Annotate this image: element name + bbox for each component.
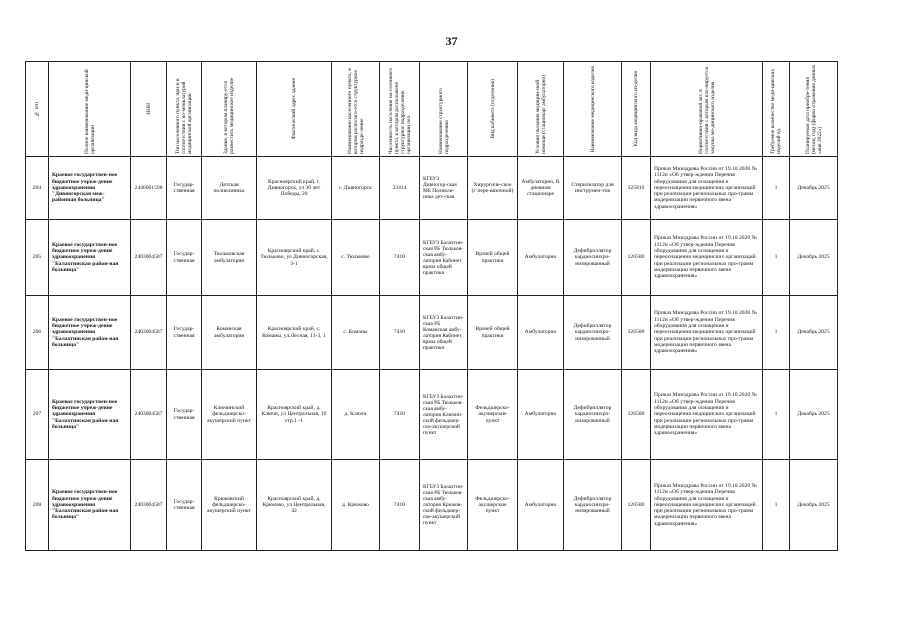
cell-unit: КГБУЗ Балахтин-ская РБ Команская амбу-латория Кабинет врача общей практики — [420, 296, 468, 370]
cell-cabinet: Фельдшерско-акушерские пункт — [468, 370, 518, 460]
cell-qty: 1 — [763, 220, 790, 296]
cell-inn: 2403004587 — [131, 220, 167, 296]
cell-inn: 2403004587 — [131, 296, 167, 370]
cell-unit: КГБУЗ Балахтин-ская РБ Тюльков-ская амбу-латория Ключин-ский фельдшер-ско-акушерский пункт — [420, 370, 468, 460]
table-row — [26, 296, 838, 370]
cell-conditions: Амбулаторно — [518, 296, 564, 370]
table-row — [26, 370, 838, 460]
col-header-code: Код вида медицинского из-делия — [622, 62, 651, 157]
cell-org: Краевое государствен-ное бюджетное учреж-дение здравоохранения "Балахтинская район-ная больница" — [49, 220, 131, 296]
cell-org: Краевое государствен-ное бюджетное учреж-дение здравоохранения "Дивногорская меж-районная больница" — [49, 157, 131, 220]
cell-locality: г. Дивногорск — [332, 157, 380, 220]
cell-building: Ключинский фельдшерско-акушерский пункт — [202, 370, 257, 460]
col-header-date: Планируемая дата приобре-тения (месяц, год) (форма отражения данных «янв 2022») — [790, 62, 838, 157]
col-header-unit: Наименование структурного подразделения — [420, 62, 468, 157]
cell-device: Стерилизатор для инструмен-тов — [564, 157, 622, 220]
cell-qty: 1 — [763, 157, 790, 220]
cell-building: Команская амбулатория — [202, 296, 257, 370]
cell-org: Краевое государствен-ное бюджетное учреж-дение здравоохранения "Балахтинская район-ная больница" — [49, 296, 131, 370]
cell-locality: д. Крюково — [332, 460, 380, 551]
cell-locality: с. Команы — [332, 296, 380, 370]
cell-code: 126500 — [622, 296, 651, 370]
cell-cabinet: Хирургиче-ское (с пере-вязочной) — [468, 157, 518, 220]
table-row — [26, 460, 838, 551]
col-header-population: Численность населения на-селенного пункта, в котором расположено структурное подразделение организации чел. — [380, 62, 420, 157]
cell-address: Красноярский край, д. Крюково, ул Центральная, 42 — [257, 460, 332, 551]
col-header-cabinet: Вид кабинета (отделения) — [468, 62, 518, 157]
table-row — [26, 220, 838, 296]
col-header-org: Полное наименование меди-цинской организации — [49, 62, 131, 157]
cell-population: 7410 — [380, 296, 420, 370]
cell-locality: д. Ключи — [332, 370, 380, 460]
cell-locality: с. Тюльково — [332, 220, 380, 296]
cell-qty: 1 — [763, 460, 790, 551]
cell-act: Приказ Минздрава России от 19.10.2020 № 1112н «Об утвер-ждении Перечня оборудования для оснащения и переоснащения медицинских организаций при реализации региональных про-грамм модернизации первичного звена здравоохранения» — [651, 157, 763, 220]
cell-code: 126500 — [622, 370, 651, 460]
cell-code: 126500 — [622, 220, 651, 296]
cell-building: Тюльковская амбулатория — [202, 220, 257, 296]
cell-conditions: Амбулаторно — [518, 460, 564, 551]
cell-date: Декабрь 2025 — [790, 157, 838, 220]
cell-act: Приказ Минздрава России от 19.10.2020 № 1112н «Об утвер-ждении Перечня оборудования для оснащения и переоснащения медицинских организаций при реализации региональных про-грамм модернизации первичного звена здравоохранения» — [651, 296, 763, 370]
cell-cabinet: Врачей общей практики — [468, 296, 518, 370]
col-header-inn: ИНН — [131, 62, 167, 157]
cell-building: Крюковский фельдшерско-акушерский пункт — [202, 460, 257, 551]
cell-conditions: Амбулаторно — [518, 370, 564, 460]
col-header-building: Здание, в котором планиру-ется разместить медицинское изделие — [202, 62, 257, 157]
cell-device: Дефибриллятор кардиосинхро-низированный — [564, 370, 622, 460]
cell-conditions: Амбулаторно, В дневном стационаре — [518, 157, 564, 220]
cell-code: 125810 — [622, 157, 651, 220]
cell-num: 208 — [26, 460, 49, 551]
cell-qty: 1 — [763, 296, 790, 370]
cell-inn: 2446001598 — [131, 157, 167, 220]
cell-unit: КГБУЗ Дивногор-ская МБ Поликли-ника дет-ская — [420, 157, 468, 220]
col-header-address: Фактический адрес здания — [257, 62, 332, 157]
cell-unit: КГБУЗ Балахтин-ская РБ Тюльков-ская амбу-латория Кабинет врача общей практики — [420, 220, 468, 296]
cell-num: 206 — [26, 296, 49, 370]
cell-address: Красноярский край, с. Команы, ул.Лесная, 11-3, 1 — [257, 296, 332, 370]
cell-unit: КГБУЗ Балахтин-ская РБ Тюльков-ская амбу-латория Крюков-ский фельдшер-ско-акушерский пункт — [420, 460, 468, 551]
cell-population: 7410 — [380, 370, 420, 460]
cell-cabinet: Врачей общей практики — [468, 220, 518, 296]
page-number: 37 — [445, 34, 458, 48]
cell-building: Детская поликлиника — [202, 157, 257, 220]
col-header-num: № п/п — [26, 62, 49, 157]
equipment-table — [25, 61, 838, 551]
cell-cabinet: Фельдшерско-акушерские пункт — [468, 460, 518, 551]
table-row — [26, 157, 838, 220]
cell-device: Дефибриллятор кардиосинхро-низированный — [564, 220, 622, 296]
col-header-type: Тип населенного пунктa, при-н в соответствии с но-менклатурой медицинской организации — [167, 62, 202, 157]
cell-type: Государ-ственная — [167, 370, 202, 460]
cell-population: 7410 — [380, 460, 420, 551]
cell-population: 7410 — [380, 220, 420, 296]
cell-act: Приказ Минздрава России от 19.10.2020 № 1112н «Об утвер-ждении Перечня оборудования для оснащения и переоснащения медицинских организаций при реализации региональных про-грамм модернизации первичного звена здравоохранения» — [651, 460, 763, 551]
cell-type: Государ-ственная — [167, 157, 202, 220]
cell-org: Краевое государствен-ное бюджетное учреж-дение здравоохранения "Балахтинская район-ная больница" — [49, 370, 131, 460]
cell-date: Декабрь 2025 — [790, 460, 838, 551]
cell-date: Декабрь 2025 — [790, 296, 838, 370]
cell-code: 126500 — [622, 460, 651, 551]
cell-inn: 2403004587 — [131, 460, 167, 551]
cell-type: Государ-ственная — [167, 460, 202, 551]
cell-act: Приказ Минздрава России от 19.10.2020 № 1112н «Об утвер-ждении Перечня оборудования для оснащения и переоснащения медицинских организаций при реализации региональных про-грамм модернизации первичного звена здравоохранения» — [651, 370, 763, 460]
col-header-conditions: Условия оказания медицин-ской помощи (стационар/ амбулаторно) — [518, 62, 564, 157]
cell-org: Краевое государствен-ное бюджетное учреж-дение здравоохранения "Балахтинская район-ная больница" — [49, 460, 131, 551]
col-header-device: Наименование медицинского изделия — [564, 62, 622, 157]
header-row — [26, 62, 838, 157]
col-header-act: Нормативно-правовой акт, в соответствии с которым пла-нируется закупка ме-дицинского изделия — [651, 62, 763, 157]
cell-address: Красноярский край, д. Ключи, ул Центральная, 10 стр.1 -1 — [257, 370, 332, 460]
cell-conditions: Амбулаторно — [518, 220, 564, 296]
cell-type: Государ-ственная — [167, 220, 202, 296]
cell-num: 204 — [26, 157, 49, 220]
cell-address: Красноярский край, с. Тюльково, ул Дивногорская, 3-1 — [257, 220, 332, 296]
cell-date: Декабрь 2025 — [790, 220, 838, 296]
col-header-qty: Требуемое количество меди-цинских изделий ед. — [763, 62, 790, 157]
cell-address: Красноярский край, г. Дивногорск, ул 30 лет Победы, 20 — [257, 157, 332, 220]
cell-inn: 2403004587 — [131, 370, 167, 460]
cell-type: Государ-ственная — [167, 296, 202, 370]
cell-act: Приказ Минздрава России от 19.10.2020 № 1112н «Об утвер-ждении Перечня оборудования для оснащения и переоснащения медицинских организаций при реализации региональных про-грамм модернизации первичного звена здравоохранения» — [651, 220, 763, 296]
cell-num: 207 — [26, 370, 49, 460]
cell-device: Дефибриллятор кардиосинхро-низированный — [564, 296, 622, 370]
cell-device: Дефибриллятор кардиосинхро-низированный — [564, 460, 622, 551]
col-header-locality: Наименование населенного пункта, в котором располага-ется структурное подразде-ление — [332, 62, 380, 157]
cell-qty: 1 — [763, 370, 790, 460]
cell-num: 205 — [26, 220, 49, 296]
cell-population: 33414 — [380, 157, 420, 220]
cell-date: Декабрь 2025 — [790, 370, 838, 460]
